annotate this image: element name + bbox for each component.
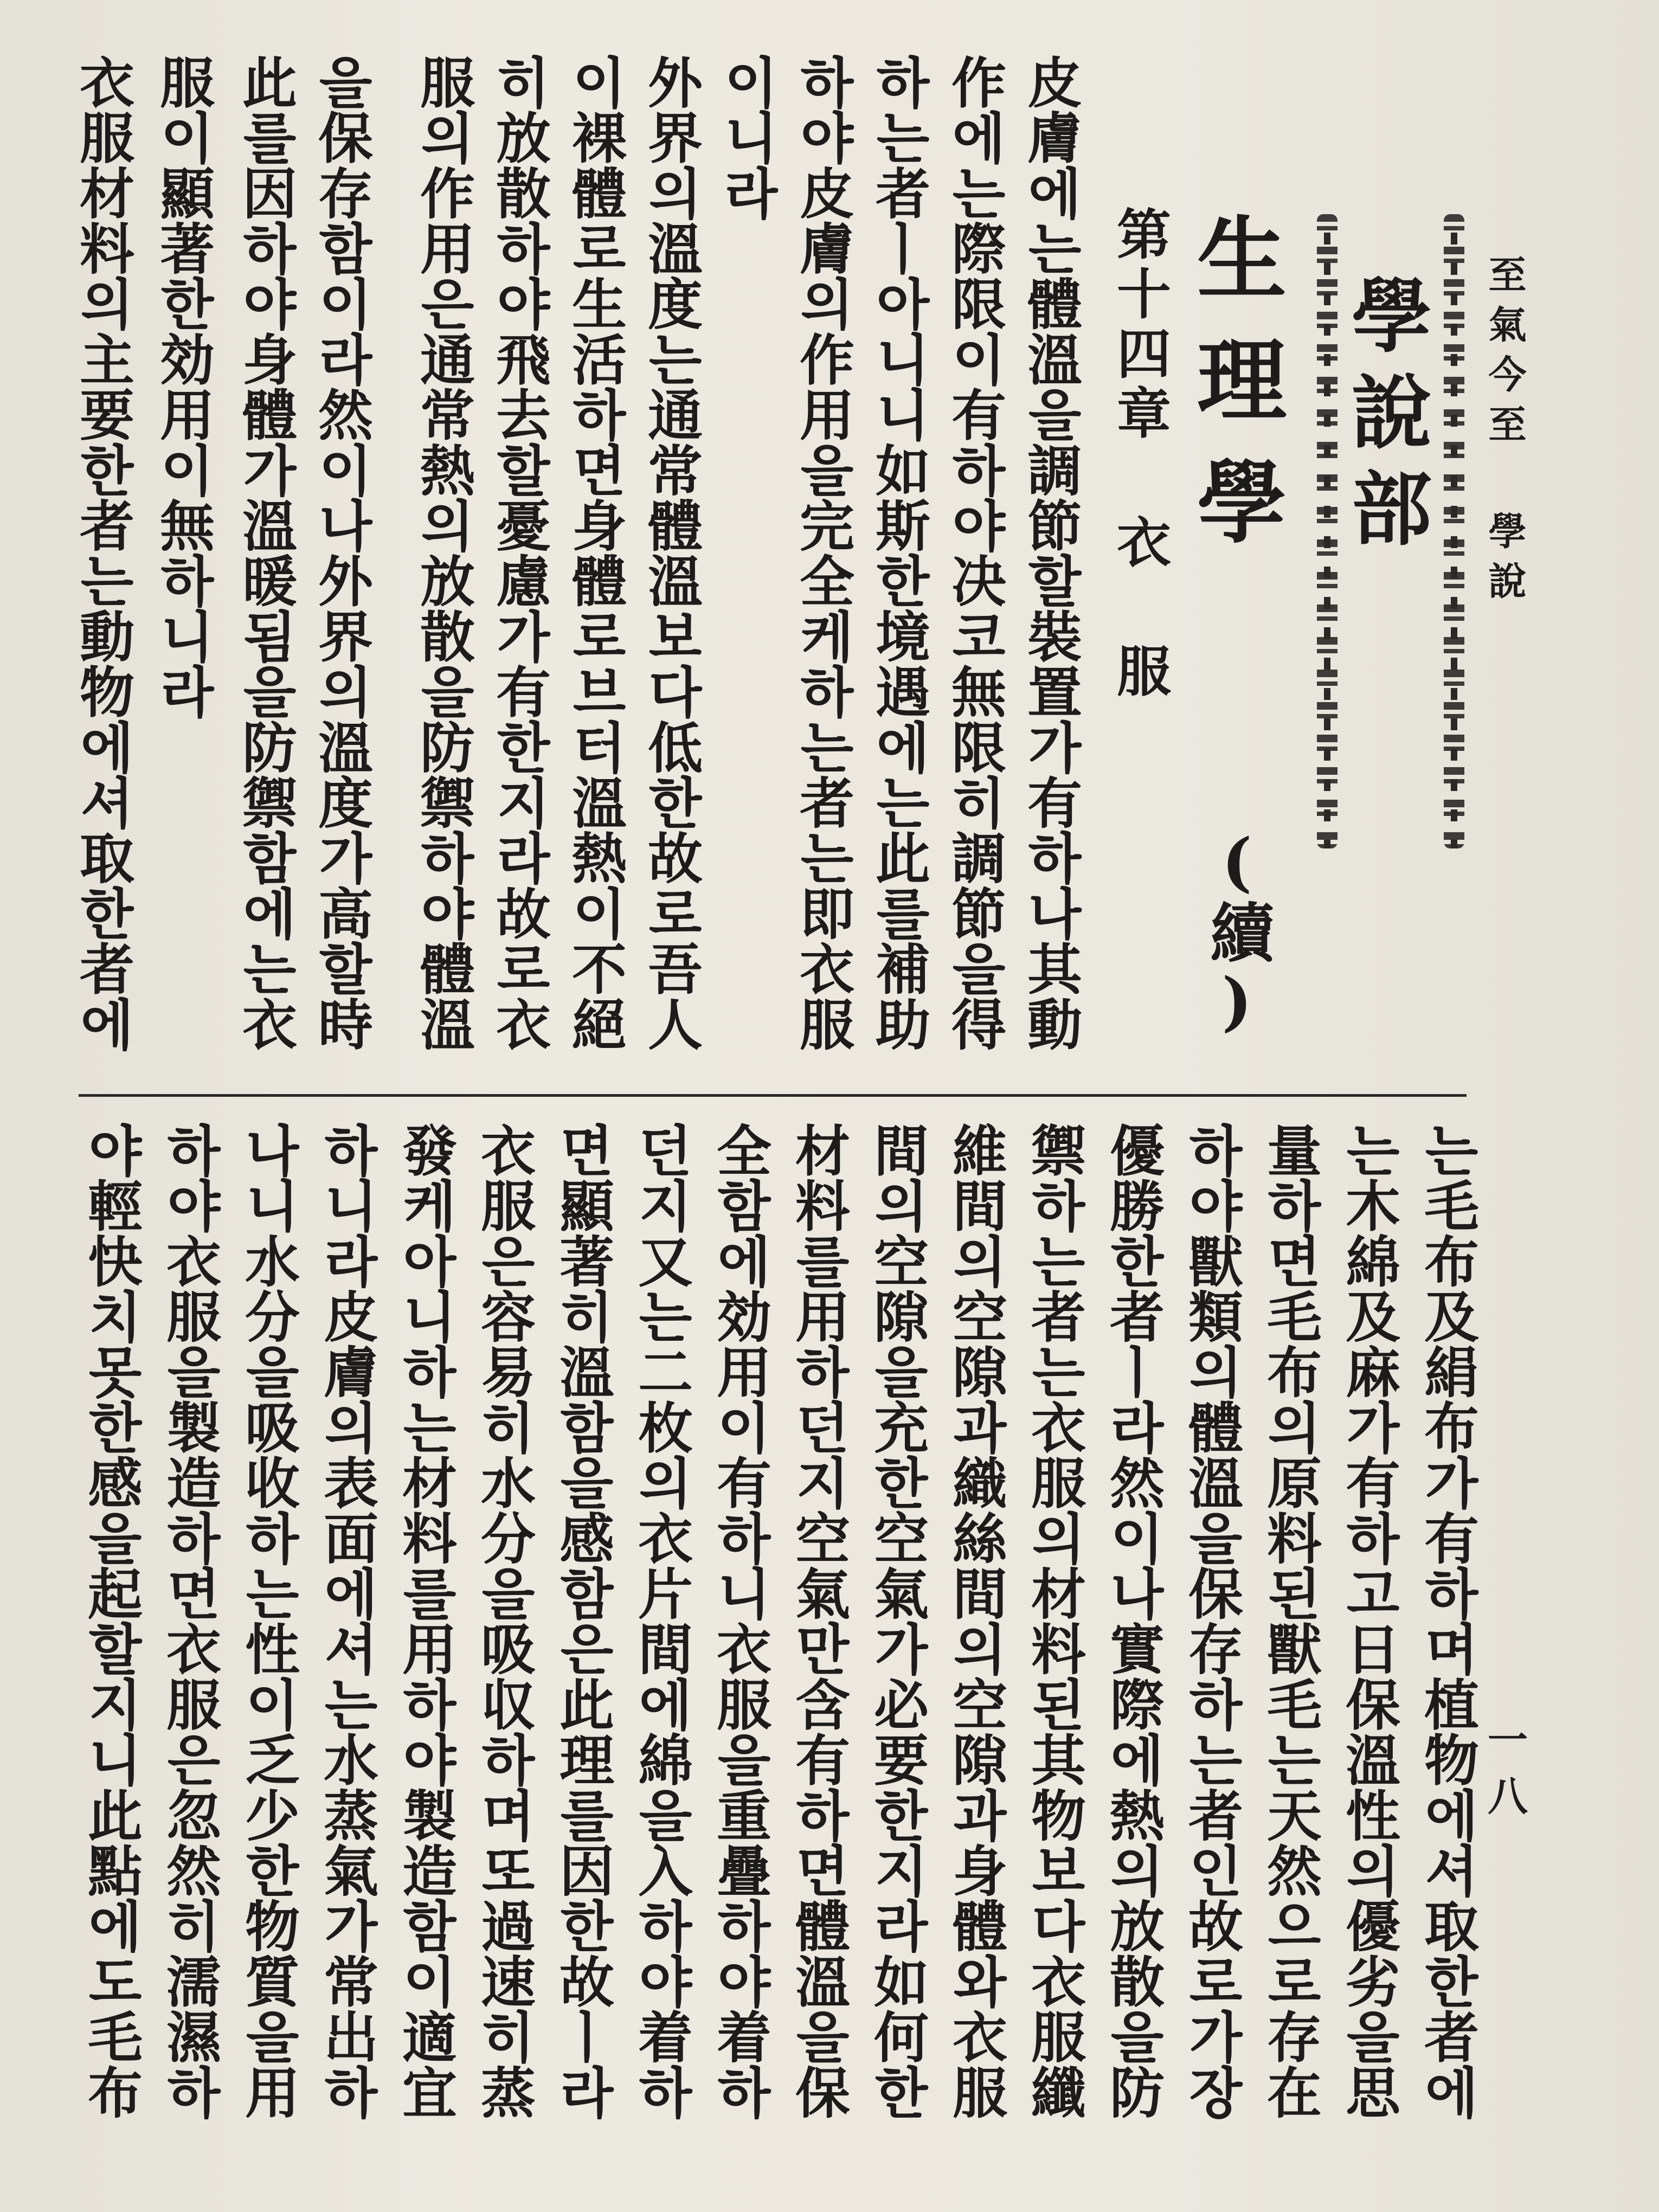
upper-column-3: 하는者ㅣ아니니如斯한境遇에는此를補助 [866, 54, 931, 1052]
lower-column-17: 하야衣服을製造하면衣服은忽然히濡濕하 [157, 1122, 222, 2120]
section-header-box [1315, 214, 1467, 848]
lower-column-2: 는木綿及麻가有하고日保溫性의優劣을思 [1336, 1122, 1401, 2120]
lower-column-12: 면顯著히溫함을感함은此理를因한故ㅣ라 [550, 1122, 615, 2120]
section-divider [79, 1094, 1467, 1097]
upper-column-7: 이裸體로生活하면身體로브터溫熱이不絕 [563, 54, 627, 1052]
chain-link-right-icon [1451, 214, 1457, 848]
lower-column-4: 하야獸類의體溫을保存하는者인故로가장 [1179, 1122, 1244, 2120]
lower-column-10: 全함에効用이有하니衣服을重疊하야着하 [708, 1122, 772, 2120]
continued-mark: (續) [1199, 824, 1275, 1039]
upper-column-6: 外界의溫度는通常體溫보다低한故로吾人 [639, 54, 703, 1052]
page-number: 一八 [1481, 1719, 1528, 1831]
article-title: 生理學 [1182, 211, 1288, 577]
lower-column-3: 量하면毛布의原料된獸毛는天然으로存在 [1258, 1122, 1322, 2120]
lower-column-8: 間의空隙을充한空氣가必要한지라如何한 [865, 1122, 929, 2120]
lower-column-6: 禦하는者는衣服의材料된其物보다衣服纖 [1022, 1122, 1086, 2120]
chain-link-left-icon [1324, 214, 1330, 848]
upper-column-4: 하야皮膚의作用을完全케하는者는即衣服 [790, 54, 855, 1052]
lower-column-13: 衣服은容易히水分을吸収하며또過速히蒸 [472, 1122, 536, 2120]
upper-column-8: 히放散하야飛去할憂慮가有한지라故로衣 [487, 54, 551, 1052]
lower-column-5: 優勝한者ㅣ라然이나實際에熱의放散을防 [1101, 1122, 1165, 2120]
lower-column-16: 나니水分을吸收하는性이乏少한物質을用 [236, 1122, 300, 2120]
lower-column-15: 하니라皮膚의表面에셔는水蒸氣가常出하 [314, 1122, 379, 2120]
upper-column-13: 衣服材料의主要한者는動物에셔取한者에 [70, 54, 135, 1052]
lower-column-9: 材料를用하던지空氣만含有하면體溫을保 [786, 1122, 851, 2120]
running-head: 至氣今至 學說 [1482, 255, 1527, 611]
section-title: 學說部 [1339, 274, 1433, 563]
upper-column-11: 此를因하야身體가溫暖됨을防禦함에는衣 [233, 54, 298, 1052]
upper-column-12: 服이顯著한効用이無하니라 [151, 54, 215, 719]
lower-column-11: 던지又는二枚의衣片間에綿을入하야着하 [629, 1122, 693, 2120]
upper-column-5: 이니라 [715, 54, 779, 221]
chapter-heading: 第十四章 衣 服 [1108, 206, 1172, 703]
upper-column-2: 作에는際限이有하야决코無限히調節을得 [942, 54, 1007, 1052]
lower-column-18: 야輕快치못한感을起할지니此點에도毛布 [79, 1122, 143, 2120]
lower-column-14: 發케아니하는材料를用하야製造함이適宜 [393, 1122, 458, 2120]
upper-column-1: 皮膚에는體溫을調節할裝置가有하나其動 [1018, 54, 1083, 1052]
upper-column-9: 服의作用은通常熱의放散을防禦하야體溫 [411, 54, 475, 1052]
lower-column-1: 는毛布及絹布가有하며植物에셔取한者에 [1415, 1122, 1480, 2120]
upper-column-10: 을保存함이라然이나外界의溫度가高할時 [309, 54, 374, 1052]
lower-column-7: 維間의空隙과織絲間의空隙과身體와衣服 [943, 1122, 1008, 2120]
